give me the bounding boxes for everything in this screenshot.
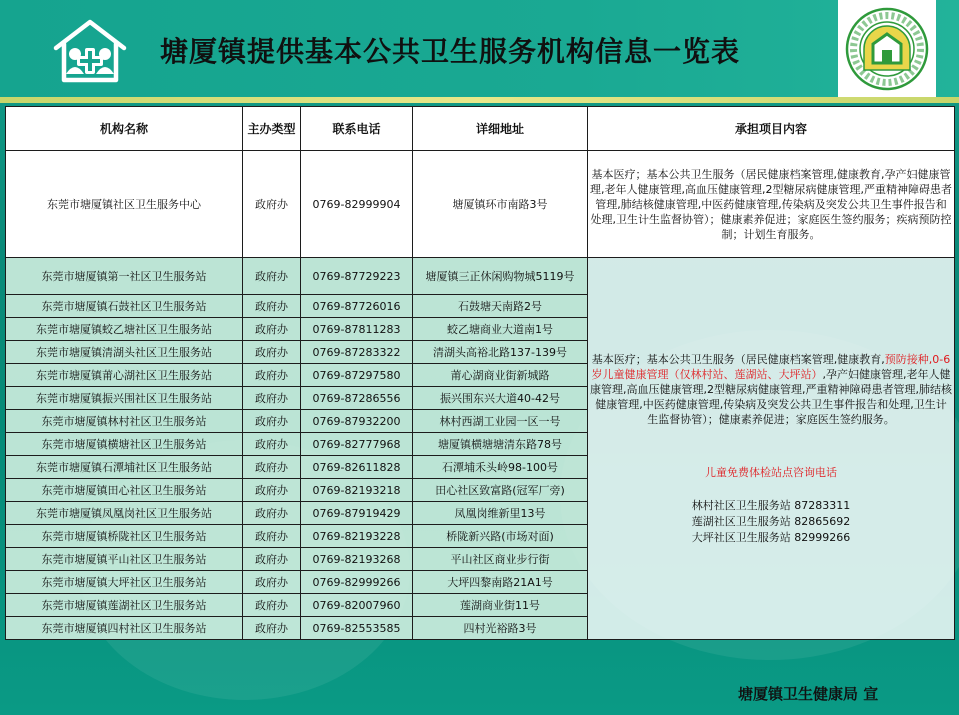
services-text-highlight: 预防接种,0-6岁儿童健康管理（仅林村站、莲湖站、大坪站） <box>591 352 951 381</box>
cell-address: 石鼓塘天南路2号 <box>413 295 588 318</box>
house-cross-logo-icon <box>50 14 130 86</box>
cell-phone: 0769-87726016 <box>301 295 413 318</box>
column-header-phone: 联系电话 <box>301 107 413 151</box>
cell-type: 政府办 <box>243 456 301 479</box>
info-table <box>5 106 955 640</box>
cell-type: 政府办 <box>243 502 301 525</box>
column-header-name: 机构名称 <box>6 107 243 151</box>
cell-phone: 0769-82193268 <box>301 548 413 571</box>
cell-address: 塘厦镇横塘塘清东路78号 <box>413 433 588 456</box>
cell-type: 政府办 <box>243 594 301 617</box>
cell-address: 四村光裕路3号 <box>413 617 588 640</box>
cell-phone: 0769-82193228 <box>301 525 413 548</box>
cell-type: 政府办 <box>243 548 301 571</box>
cell-phone: 0769-87729223 <box>301 258 413 295</box>
cell-type: 政府办 <box>243 410 301 433</box>
page-title: 塘厦镇提供基本公共卫生服务机构信息一览表 <box>160 35 741 68</box>
cell-type: 政府办 <box>243 341 301 364</box>
cell-name: 东莞市塘厦镇社区卫生服务中心 <box>6 151 243 258</box>
cell-address: 莆心湖商业街新城路 <box>413 364 588 387</box>
cell-address: 塘厦镇三正休闲购物城5119号 <box>413 258 588 295</box>
cell-address: 莲湖商业街11号 <box>413 594 588 617</box>
cell-type: 政府办 <box>243 364 301 387</box>
child-checkup-phone: 82999266 <box>794 530 851 544</box>
cell-phone: 0769-87297580 <box>301 364 413 387</box>
cell-name: 东莞市塘厦镇凤凰岗社区卫生服务站 <box>6 502 243 525</box>
cell-phone: 0769-82999266 <box>301 571 413 594</box>
cell-phone: 0769-87283322 <box>301 341 413 364</box>
cell-name: 东莞市塘厦镇田心社区卫生服务站 <box>6 479 243 502</box>
child-checkup-entry <box>590 530 952 546</box>
header-stripe <box>0 97 959 103</box>
cell-services-center: 基本医疗；基本公共卫生服务（居民健康档案管理,健康教育,孕产妇健康管理,老年人健康管理,高血压健康管理,2型糖尿病健康管理,严重精神障碍患者管理,肺结核健康管理,中医药健康管理,传染病及突发公共卫生事件报告和处理,卫生计生监督协管）；健康素养促进；家庭医生签约服务；疾病预防控制；计划生育服务。 <box>588 151 955 258</box>
services-text-part1: 基本医疗；基本公共卫生服务（居民健康档案管理,健康教育, <box>591 352 885 366</box>
cell-address: 桥陇新兴路(市场对面) <box>413 525 588 548</box>
info-table-container <box>5 106 954 640</box>
cell-type: 政府办 <box>243 617 301 640</box>
column-header-services: 承担项目内容 <box>588 107 955 151</box>
cell-name: 东莞市塘厦镇桥陇社区卫生服务站 <box>6 525 243 548</box>
cell-name: 东莞市塘厦镇石潭埔社区卫生服务站 <box>6 456 243 479</box>
cell-phone: 0769-82193218 <box>301 479 413 502</box>
services-text-part3: ,孕产妇健康管理,老年人健康管理,高血压健康管理,2型糖尿病健康管理,严重精神障碍患者管理,肺结核健康管理,中医药健康管理,传染病及突发公共卫生事件报告和处理,卫生计生监督协管）；健康素养促进；家庭医生签约服务。 <box>590 367 952 426</box>
column-header-address: 详细地址 <box>413 107 588 151</box>
cell-address: 平山社区商业步行街 <box>413 548 588 571</box>
cell-name: 东莞市塘厦镇莲湖社区卫生服务站 <box>6 594 243 617</box>
services-stations-content <box>590 352 952 546</box>
footer-signature: 塘厦镇卫生健康局 宣 <box>738 685 879 703</box>
cell-phone: 0769-87919429 <box>301 502 413 525</box>
cell-name: 东莞市塘厦镇石鼓社区卫生服务站 <box>6 295 243 318</box>
child-checkup-phone: 87283311 <box>794 498 851 512</box>
cell-type: 政府办 <box>243 433 301 456</box>
table-row-center <box>6 151 955 258</box>
child-checkup-station: 林村社区卫生服务站 <box>691 498 791 512</box>
cell-type: 政府办 <box>243 258 301 295</box>
cell-phone: 0769-82777968 <box>301 433 413 456</box>
cell-address: 凤凰岗维新里13号 <box>413 502 588 525</box>
child-checkup-entry <box>590 498 952 514</box>
cell-type: 政府办 <box>243 479 301 502</box>
cell-name: 东莞市塘厦镇横塘社区卫生服务站 <box>6 433 243 456</box>
public-health-badge-icon <box>838 0 936 98</box>
cell-name: 东莞市塘厦镇大坪社区卫生服务站 <box>6 571 243 594</box>
cell-name: 东莞市塘厦镇四村社区卫生服务站 <box>6 617 243 640</box>
cell-phone: 0769-82553585 <box>301 617 413 640</box>
cell-name: 东莞市塘厦镇莆心湖社区卫生服务站 <box>6 364 243 387</box>
child-checkup-phone: 82865692 <box>794 514 851 528</box>
cell-services-stations <box>588 258 955 640</box>
services-stations-text <box>590 352 952 427</box>
table-row <box>6 258 955 295</box>
cell-type: 政府办 <box>243 387 301 410</box>
cell-address: 塘厦镇环市南路3号 <box>413 151 588 258</box>
cell-phone: 0769-87811283 <box>301 318 413 341</box>
cell-name: 东莞市塘厦镇平山社区卫生服务站 <box>6 548 243 571</box>
cell-phone: 0769-82611828 <box>301 456 413 479</box>
cell-name: 东莞市塘厦镇清湖头社区卫生服务站 <box>6 341 243 364</box>
child-checkup-entry <box>590 514 952 530</box>
cell-address: 大坪四黎南路21A1号 <box>413 571 588 594</box>
cell-phone: 0769-82999904 <box>301 151 413 258</box>
cell-phone: 0769-87286556 <box>301 387 413 410</box>
cell-type: 政府办 <box>243 318 301 341</box>
cell-type: 政府办 <box>243 525 301 548</box>
cell-phone: 0769-82007960 <box>301 594 413 617</box>
cell-address: 振兴围东兴大道40-42号 <box>413 387 588 410</box>
cell-name: 东莞市塘厦镇振兴围社区卫生服务站 <box>6 387 243 410</box>
cell-address: 田心社区致富路(冠军厂旁) <box>413 479 588 502</box>
child-checkup-list <box>590 498 952 546</box>
cell-name: 东莞市塘厦镇第一社区卫生服务站 <box>6 258 243 295</box>
badge-panel <box>838 0 936 98</box>
child-checkup-station: 大坪社区卫生服务站 <box>691 530 791 544</box>
cell-type: 政府办 <box>243 151 301 258</box>
cell-type: 政府办 <box>243 571 301 594</box>
cell-address: 林村西湖工业园一区一号 <box>413 410 588 433</box>
cell-name: 东莞市塘厦镇林村社区卫生服务站 <box>6 410 243 433</box>
child-checkup-title: 儿童免费体检站点咨询电话 <box>705 465 837 479</box>
cell-phone: 0769-87932200 <box>301 410 413 433</box>
cell-address: 蛟乙塘商业大道南1号 <box>413 318 588 341</box>
cell-name: 东莞市塘厦镇蛟乙塘社区卫生服务站 <box>6 318 243 341</box>
cell-address: 石潭埔禾头岭98-100号 <box>413 456 588 479</box>
header-bar <box>0 0 959 100</box>
cell-type: 政府办 <box>243 295 301 318</box>
table-header-row <box>6 107 955 151</box>
child-checkup-station: 莲湖社区卫生服务站 <box>691 514 791 528</box>
column-header-type: 主办类型 <box>243 107 301 151</box>
cell-address: 清湖头高裕北路137-139号 <box>413 341 588 364</box>
